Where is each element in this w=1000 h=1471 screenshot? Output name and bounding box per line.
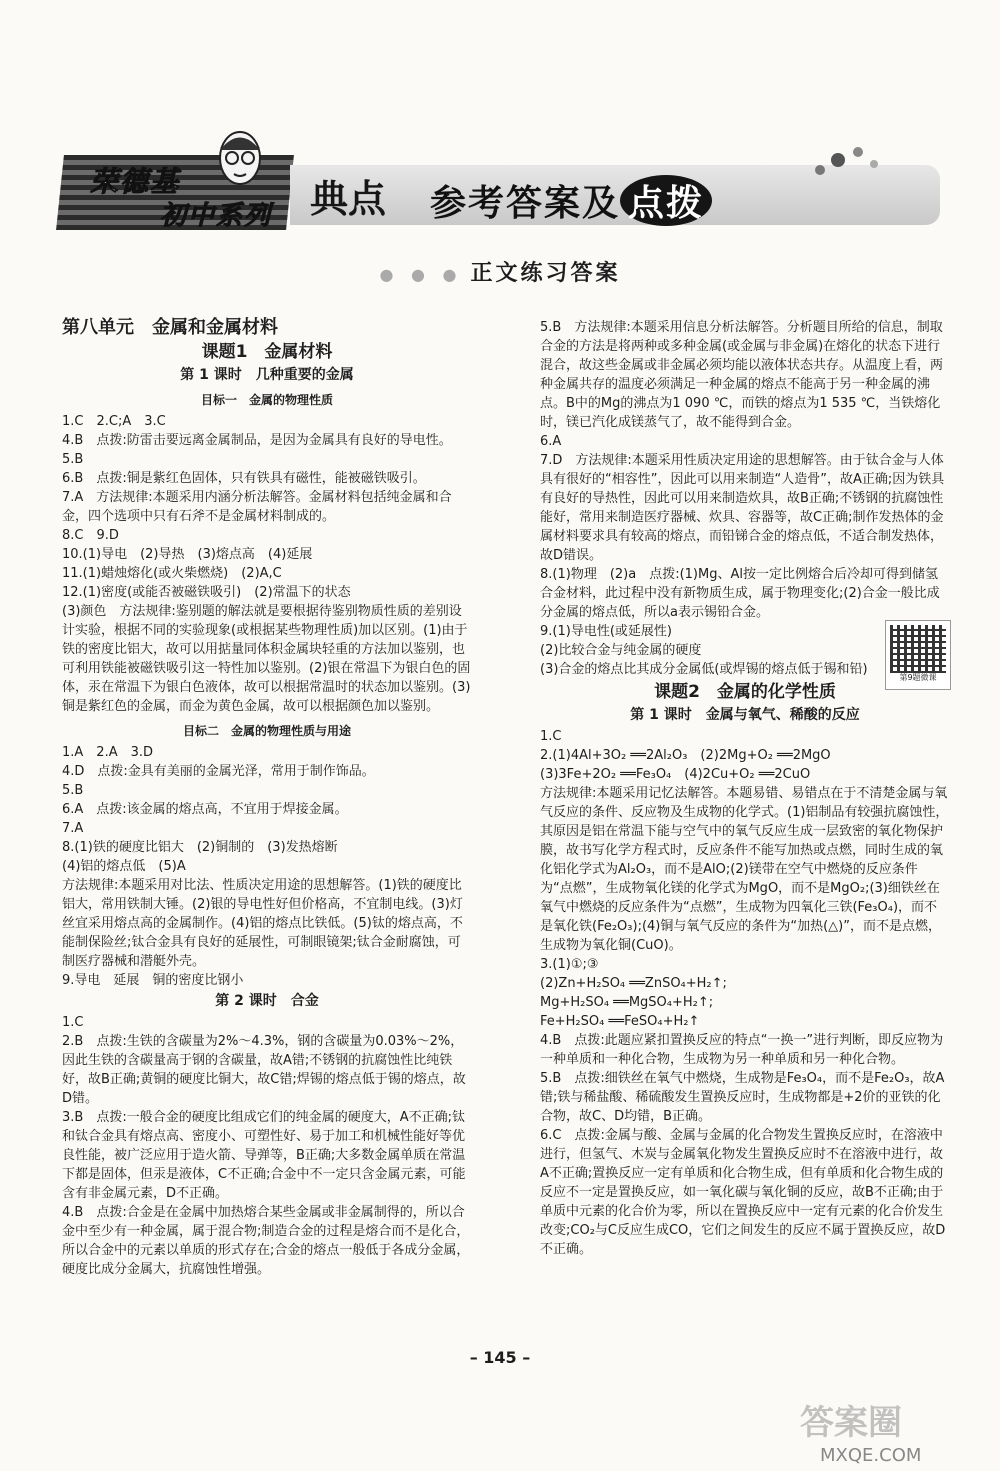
- section-dots-icon: ● ● ●: [379, 265, 463, 284]
- answer-line: (3)3Fe+2O₂ ══Fe₃O₄ (4)2Cu+O₂ ══2CuO: [540, 767, 811, 782]
- watermark-url: MXQE.COM: [820, 1445, 922, 1466]
- lesson-heading: 第 2 课时 合金: [215, 993, 319, 1009]
- lesson-heading: 第 1 课时 金属与氧气、稀酸的反应: [630, 707, 860, 723]
- answer-line: 5.B: [62, 783, 84, 798]
- answer-line: 6.A: [540, 434, 562, 449]
- answer-line: 10.(1)导电 (2)导热 (3)熔点高 (4)延展: [62, 547, 313, 562]
- answer-line: 7.D 方法规律:本题采用性质决定用途的思想解答。由于钛合金与人体具有很好的“相容性”，因此可以用来制造“人造骨”，故A正确;因为铁具有良好的导热性，因此可以用来制造炊具，故B正确;不锈钢的抗腐蚀性能好，常用来制造医疗器械、炊具、容器等，故C正确;制作发热体的金属材料要求具有较高的熔点，而铅锑合金的熔点低，不适合制发热体，故D错误。: [540, 453, 945, 563]
- answer-line: 8.C 9.D: [62, 528, 119, 543]
- header-banner: [60, 120, 940, 230]
- answer-line: (2)Zn+H₂SO₄ ══ZnSO₄+H₂↑;: [540, 976, 727, 991]
- brand-series: 初中系列: [160, 201, 273, 231]
- answer-list: [62, 412, 472, 716]
- answer-line: 方法规律:本题采用对比法、性质决定用途的思想解答。(1)铁的硬度比铝大，常用铁制大锤。(2)银的导电性好但价格高，不宜制电线。(3)灯丝宜采用熔点高的金属制作。(4)铝的熔点比铁低。(5)钛的熔点高，不能制保险丝;钛合金具有良好的延展性，可制眼镜架;钛合金耐腐蚀，可制医疗器械和潜艇外壳。: [62, 878, 463, 969]
- unit-heading: 第八单元 金属和金属材料: [62, 317, 278, 338]
- answer-line: (4)铝的熔点低 (5)A: [62, 859, 186, 874]
- brand-name: 荣德基: [90, 165, 181, 198]
- answer-line: Fe+H₂SO₄ ══FeSO₄+H₂↑: [540, 1014, 700, 1029]
- left-column: [62, 318, 472, 1279]
- answer-line: 6.A 点拨:该金属的熔点高，不宜用于焊接金属。: [62, 802, 348, 817]
- topic-heading: 课题1 金属材料: [201, 342, 333, 362]
- qr-code[interactable]: [885, 620, 951, 690]
- section-title: ● ● ● 正文练习答案: [379, 261, 621, 286]
- answer-line: 11.(1)蜡烛熔化(或火柴燃烧) (2)A,C: [62, 566, 282, 581]
- answer-line: 4.B 点拨:合金是在金属中加热熔合某些金属或非金属制得的，所以合金中至少有一种金属，属于混合物;制造合金的过程是熔合而不是化合，所以合金中的元素以单质的形式存在;合金的熔点一般低于各成分金属，硬度比成分金属大，抗腐蚀性增强。: [62, 1205, 470, 1277]
- decorative-dots-icon: [810, 140, 890, 180]
- answer-line: (3)合金的熔点比其成分金属低(或焊锡的熔点低于锡和铅): [540, 662, 868, 677]
- answer-line: 3.(1)①;③: [540, 957, 599, 972]
- answer-line: Mg+H₂SO₄ ══MgSO₄+H₂↑;: [540, 995, 714, 1010]
- lesson-heading: 第 1 课时 几种重要的金属: [180, 367, 354, 383]
- answer-line: 9.(1)导电性(或延展性): [540, 624, 672, 639]
- answer-line: 4.B 点拨:防雷击要远离金属制品，是因为金属具有良好的导电性。: [62, 433, 452, 448]
- title-highlight: 点拨: [620, 175, 712, 226]
- topic-heading: 课题2 金属的化学性质: [654, 682, 836, 702]
- goal-heading: 目标一 金属的物理性质: [200, 393, 333, 407]
- answer-line: 8.(1)铁的硬度比铝大 (2)铜制的 (3)发热熔断: [62, 840, 338, 855]
- answer-line: 4.D 点拨:金具有美丽的金属光泽，常用于制作饰品。: [62, 764, 375, 779]
- answer-line: 4.B 点拨:此题应紧扣置换反应的特点“一换一”进行判断，即反应物为一种单质和一种化合物，生成物为另一种单质和另一种化合物。: [540, 1033, 944, 1067]
- answer-line: 1.C: [62, 1015, 84, 1030]
- answer-line: 8.(1)物理 (2)a 点拨:(1)Mg、Al按一定比例熔合后冷却可得到储氢合金材料，此过程中没有新物质生成，属于物理变化;(2)合金一般比成分金属的熔点低，所以a表示锡铅合金。: [540, 567, 940, 620]
- logo: 典点: [310, 176, 387, 221]
- answer-line: 5.B: [62, 452, 84, 467]
- qr-code-icon: [890, 625, 946, 673]
- watermark: 答案圈: [800, 1403, 902, 1443]
- answer-line: 1.A 2.A 3.D: [62, 745, 154, 760]
- page-title: 参考答案及 点拨: [430, 175, 712, 226]
- qr-label: 第9题微课: [899, 673, 937, 682]
- answer-line: 5.B 点拨:细铁丝在氧气中燃烧，生成物是Fe₃O₄，而不是Fe₂O₃，故A错;铁与稀盐酸、稀硫酸发生置换反应时，生成物都是+2价的亚铁的化合物，故C、D均错，B正确。: [540, 1071, 945, 1124]
- answer-line: 3.B 点拨:一般合金的硬度比组成它们的纯金属的硬度大，A不正确;钛和钛合金具有熔点高、密度小、可塑性好、易于加工和机械性能好等优良性能，被广泛应用于造火箭、导弹等，B正确;大多数金属单质在常温下都是固体，但汞是液体，C不正确;合金中不一定只含金属元素，可能含有非金属元素，D不正确。: [62, 1110, 466, 1201]
- answer-list: [62, 743, 472, 990]
- goal-heading: 目标二 金属的物理性质与用途: [182, 724, 351, 738]
- answer-line: 1.C 2.C;A 3.C: [62, 414, 166, 429]
- answer-line: 5.B 方法规律:本题采用信息分析法解答。分析题目所给的信息，制取合金的方法是将两种或多种金属(或金属与非金属)在熔化的状态下进行混合，故这些金属或非金属必须均能以液体状态共存。从温度上看，两种金属共存的温度必须满足一种金属的熔点不能高于另一种金属的沸点。B中的Mg的沸点为1 090 ℃，而铁的熔点为1 535 ℃，当铁熔化时，镁已汽化成镁蒸气了，故不能得到合金。: [540, 320, 944, 430]
- answer-line: 2.B 点拨:生铁的含碳量为2%～4.3%，钢的含碳量为0.03%～2%，因此生铁的含碳量高于钢的含碳量，故A错;不锈钢的抗腐蚀性比纯铁好，故B正确;黄铜的硬度比铜大，故C错;焊锡的熔点低于锡的熔点，故D错。: [62, 1034, 466, 1106]
- answer-line: (3)颜色 方法规律:鉴别题的解法就是要根据待鉴别物质性质的差别设计实验，根据不同的实验现象(或根据某些物理性质)加以区别。(1)由于铁的密度比铝大，故可以用掂量同体积金属块轻重的方法加以鉴别，也可利用铁能被磁铁吸引这一特性加以鉴别。(2)银在常温下为银白色的固体，汞在常温下为银白色液体，故可以根据常温时的状态加以鉴别。(3)铜是紫红色的金属，而金为黄色金属，故可以根据颜色加以鉴别。: [62, 604, 471, 714]
- answer-list: [62, 1013, 472, 1279]
- right-column: [540, 318, 950, 1259]
- answer-line: 7.A: [62, 821, 84, 836]
- answer-line: 6.C 点拨:金属与酸、金属与金属的化合物发生置换反应时，在溶液中进行，但氢气、木炭与金属氧化物发生置换反应时不在溶液中进行，故A不正确;置换反应一定有单质和化合物生成，但有单质和化合物生成的反应不一定是置换反应，如一氧化碳与氧化铜的反应，故B不正确;由于单质中元素的化合价为零，所以在置换反应中一定有元素的化合价发生改变;CO₂与C反应生成CO，它们之间发生的反应不属于置换反应，故D不正确。: [540, 1128, 946, 1257]
- answer-line: 7.A 方法规律:本题采用内涵分析法解答。金属材料包括纯金属和合金，四个选项中只有石斧不是金属材料制成的。: [62, 490, 452, 524]
- page-number: – 145 –: [469, 1348, 531, 1367]
- answer-line: 1.C: [540, 729, 562, 744]
- answer-list: [540, 727, 950, 1259]
- answer-line: 9.导电 延展 铜的密度比钢小: [62, 973, 244, 988]
- answer-line: 2.(1)4Al+3O₂ ══2Al₂O₃ (2)2Mg+O₂ ══2MgO: [540, 748, 831, 763]
- answer-line: 方法规律:本题采用记忆法解答。本题易错、易错点在于不清楚金属与氧气反应的条件、反应物及生成物的化学式。(1)铝制品有较强抗腐蚀性，其原因是铝在常温下能与空气中的氧气反应生成一层致密的氧化物保护膜，故书写化学方程式时，反应条件不能写加热或点燃，同时生成的氧化铝化学式为Al₂O₃，而不是AlO;(2)镁带在空气中燃烧的反应条件为“点燃”，生成物氧化镁的化学式为MgO，而不是MgO₂;(3)细铁丝在氧气中燃烧的反应条件为“点燃”，生成物为四氧化三铁(Fe₃O₄)，而不是氧化铁(Fe₂O₃);(4)铜与氧气反应的条件为“加热(△)”，而不是点燃，生成物为氧化铜(CuO)。: [540, 786, 949, 953]
- answer-line: 6.B 点拨:铜是紫红色固体，只有铁具有磁性，能被磁铁吸引。: [62, 471, 426, 486]
- answer-line: 12.(1)密度(或能否被磁铁吸引) (2)常温下的状态: [62, 585, 351, 600]
- answer-line: (2)比较合金与纯金属的硬度: [540, 643, 702, 658]
- author-portrait-icon: [200, 120, 280, 200]
